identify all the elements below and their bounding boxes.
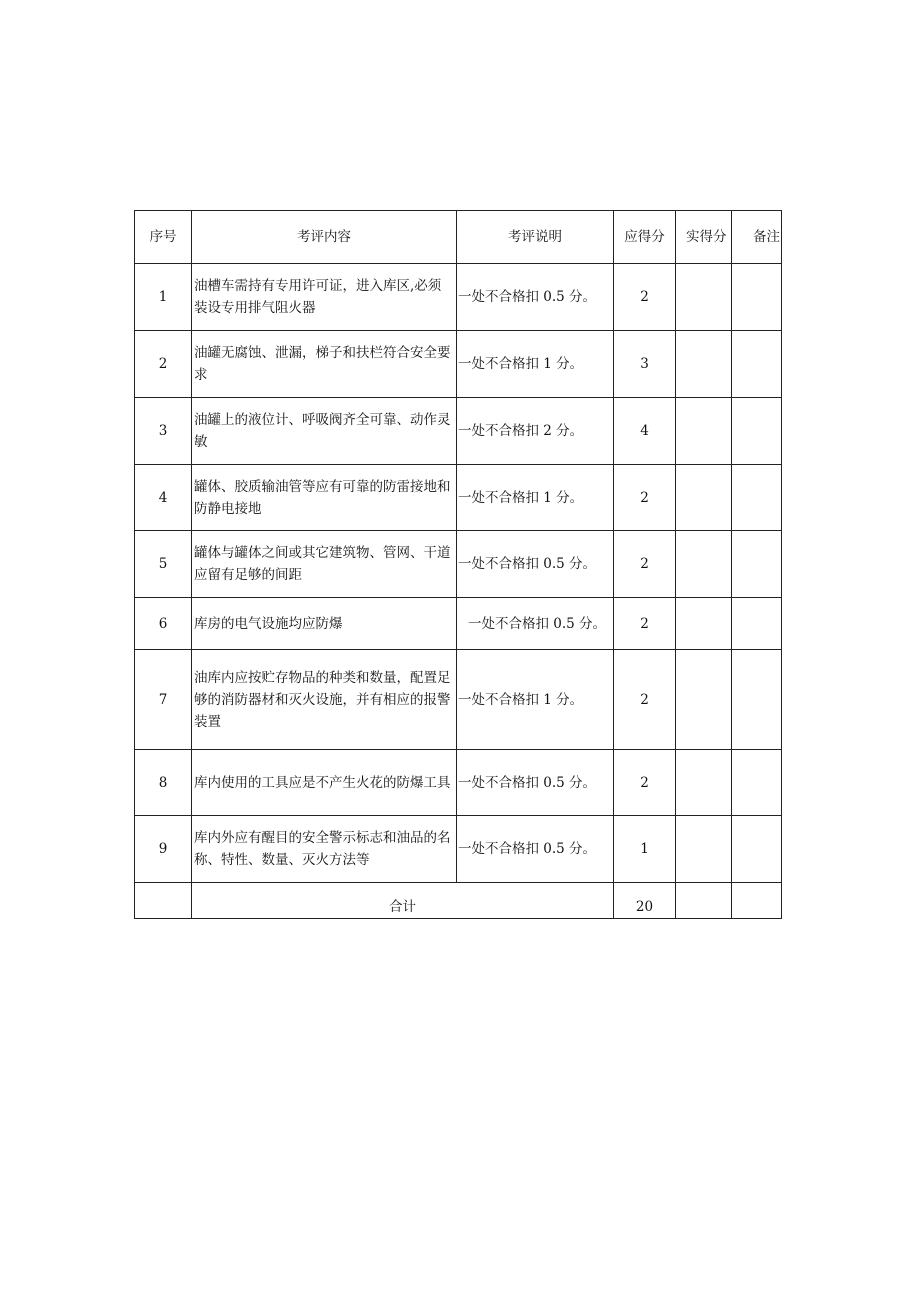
row-score: 3 <box>614 331 676 398</box>
table-row <box>135 750 782 816</box>
row-remark-cell <box>732 598 782 650</box>
row-num: 1 <box>135 264 192 331</box>
table-row <box>135 465 782 531</box>
table-row <box>135 398 782 465</box>
row-content: 油罐无腐蚀、泄漏，梯子和扶栏符合安全要求 <box>192 331 457 398</box>
row-desc: 一处不合格扣 1 分。 <box>457 465 614 531</box>
row-desc: 一处不合格扣 0.5 分。 <box>457 750 614 816</box>
row-desc: 一处不合格扣 1 分。 <box>457 331 614 398</box>
total-actual-cell <box>676 883 732 919</box>
row-remark-cell <box>732 331 782 398</box>
row-score: 2 <box>614 465 676 531</box>
row-content: 油罐上的液位计、呼吸阀齐全可靠、动作灵敏 <box>192 398 457 465</box>
row-content: 罐体与罐体之间或其它建筑物、管网、干道应留有足够的间距 <box>192 531 457 598</box>
row-desc: 一处不合格扣 2 分。 <box>457 398 614 465</box>
row-actual-score-cell <box>676 331 732 398</box>
row-remark-cell <box>732 650 782 750</box>
table-row <box>135 331 782 398</box>
row-desc: 一处不合格扣 0.5 分。 <box>457 531 614 598</box>
row-remark-cell <box>732 465 782 531</box>
row-actual-score-cell <box>676 398 732 465</box>
row-actual-score-cell <box>676 264 732 331</box>
header-content: 考评内容 <box>192 211 457 264</box>
total-remark-cell <box>732 883 782 919</box>
row-num: 2 <box>135 331 192 398</box>
row-content: 库房的电气设施均应防爆 <box>192 598 457 650</box>
row-actual-score-cell <box>676 650 732 750</box>
row-num: 3 <box>135 398 192 465</box>
row-actual-score-cell <box>676 598 732 650</box>
row-num: 7 <box>135 650 192 750</box>
total-row <box>135 883 782 919</box>
table-row <box>135 598 782 650</box>
row-num: 8 <box>135 750 192 816</box>
row-score: 2 <box>614 750 676 816</box>
evaluation-table <box>134 210 782 919</box>
row-num: 4 <box>135 465 192 531</box>
total-label: 合计 <box>192 883 614 919</box>
row-score: 4 <box>614 398 676 465</box>
row-actual-score-cell <box>676 816 732 883</box>
row-score: 2 <box>614 531 676 598</box>
row-content: 罐体、胶质输油管等应有可靠的防雷接地和防静电接地 <box>192 465 457 531</box>
row-remark-cell <box>732 750 782 816</box>
row-score: 2 <box>614 598 676 650</box>
table-row <box>135 531 782 598</box>
header-num: 序号 <box>135 211 192 264</box>
row-actual-score-cell <box>676 465 732 531</box>
table-row <box>135 264 782 331</box>
row-num: 6 <box>135 598 192 650</box>
header-actual: 实得分 <box>676 211 732 264</box>
row-content: 油库内应按贮存物品的种类和数量，配置足够的消防器材和灭火设施，并有相应的报警装置 <box>192 650 457 750</box>
row-remark-cell <box>732 264 782 331</box>
table-row <box>135 816 782 883</box>
table-row <box>135 650 782 750</box>
row-desc: 一处不合格扣 0.5 分。 <box>457 264 614 331</box>
table-body <box>135 211 782 919</box>
row-num: 5 <box>135 531 192 598</box>
row-num: 9 <box>135 816 192 883</box>
row-remark-cell <box>732 531 782 598</box>
row-content: 库内外应有醒目的安全警示标志和油品的名称、特性、数量、灭火方法等 <box>192 816 457 883</box>
header-score: 应得分 <box>614 211 676 264</box>
row-score: 1 <box>614 816 676 883</box>
header-desc: 考评说明 <box>457 211 614 264</box>
row-remark-cell <box>732 816 782 883</box>
row-desc: 一处不合格扣 1 分。 <box>457 650 614 750</box>
row-score: 2 <box>614 650 676 750</box>
header-row <box>135 211 782 264</box>
total-empty-cell <box>135 883 192 919</box>
row-content: 油槽车需持有专用许可证，进入库区,必须装设专用排气阻火器 <box>192 264 457 331</box>
header-remark: 备注 <box>732 211 782 264</box>
row-remark-cell <box>732 398 782 465</box>
row-desc: 一处不合格扣 0.5 分。 <box>457 598 614 650</box>
total-score: 20 <box>614 883 676 919</box>
row-desc: 一处不合格扣 0.5 分。 <box>457 816 614 883</box>
row-score: 2 <box>614 264 676 331</box>
row-content: 库内使用的工具应是不产生火花的防爆工具 <box>192 750 457 816</box>
row-actual-score-cell <box>676 750 732 816</box>
row-actual-score-cell <box>676 531 732 598</box>
